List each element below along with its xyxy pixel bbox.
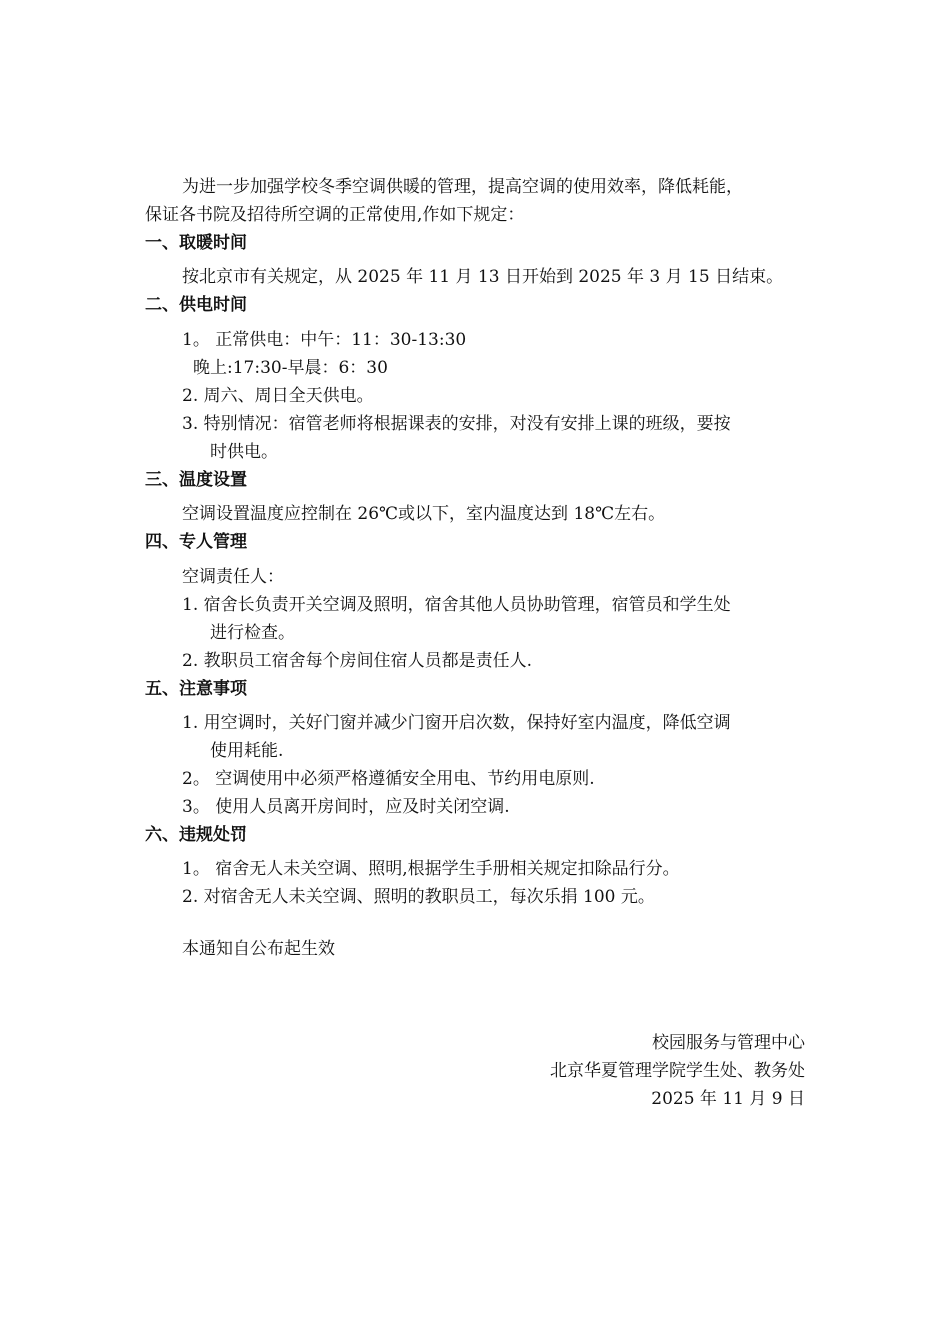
power-item-3-cont: 时供电。 <box>210 442 278 462</box>
management-item-2: 2. 教职员工宿舍每个房间住宿人员都是责任人. <box>182 651 533 671</box>
management-item-1: 1. 宿舍长负责开关空调及照明，宿舍其他人员协助管理，宿管员和学生处 <box>182 595 731 615</box>
notes-item-2: 2。 空调使用中必须严格遵循安全用电、节约用电原则. <box>182 769 595 789</box>
section-heading-temperature: 三、温度设置 <box>145 470 247 490</box>
notes-item-3: 3。 使用人员离开房间时，应及时关闭空调. <box>182 797 510 817</box>
power-item-1-cont: 晚上:17:30-早晨：6：30 <box>193 358 388 378</box>
management-item-1-cont: 进行检查。 <box>210 623 295 643</box>
section-heading-heating-period: 一、取暖时间 <box>145 233 247 253</box>
signature-date: 2025 年 11 月 9 日 <box>651 1089 805 1109</box>
signature-org-2: 北京华夏管理学院学生处、教务处 <box>550 1061 805 1081</box>
power-item-1: 1。 正常供电：中午：11：30-13:30 <box>182 330 467 350</box>
power-item-3: 3. 特别情况：宿管老师将根据课表的安排，对没有安排上课的班级，要按 <box>182 414 731 434</box>
section-heading-management: 四、专人管理 <box>145 532 247 552</box>
notes-item-1-cont: 使用耗能. <box>210 741 284 761</box>
penalty-item-2: 2. 对宿舍无人未关空调、照明的教职员工，每次乐捐 100 元。 <box>182 887 655 907</box>
section-heading-power-time: 二、供电时间 <box>145 295 247 315</box>
signature-org-1: 校园服务与管理中心 <box>652 1033 805 1053</box>
notes-item-1: 1. 用空调时，关好门窗并减少门窗开启次数，保持好室内温度，降低空调 <box>182 713 731 733</box>
penalty-item-1: 1。 宿舍无人未关空调、照明,根据学生手册相关规定扣除品行分。 <box>182 859 680 879</box>
power-item-2: 2. 周六、周日全天供电。 <box>182 386 374 406</box>
heating-period-text: 按北京市有关规定，从 2025 年 11 月 13 日开始到 2025 年 3 月 15 日结束。 <box>182 267 784 287</box>
effective-notice: 本通知自公布起生效 <box>182 939 335 959</box>
intro-line-2: 保证各书院及招待所空调的正常使用,作如下规定： <box>145 205 525 225</box>
temperature-text: 空调设置温度应控制在 26℃或以下，室内温度达到 18℃左右。 <box>182 504 666 524</box>
intro-line-1: 为进一步加强学校冬季空调供暖的管理，提高空调的使用效率，降低耗能， <box>182 177 743 197</box>
management-lead: 空调责任人： <box>182 567 284 587</box>
section-heading-notes: 五、注意事项 <box>145 679 247 699</box>
section-heading-penalties: 六、违规处罚 <box>145 825 247 845</box>
